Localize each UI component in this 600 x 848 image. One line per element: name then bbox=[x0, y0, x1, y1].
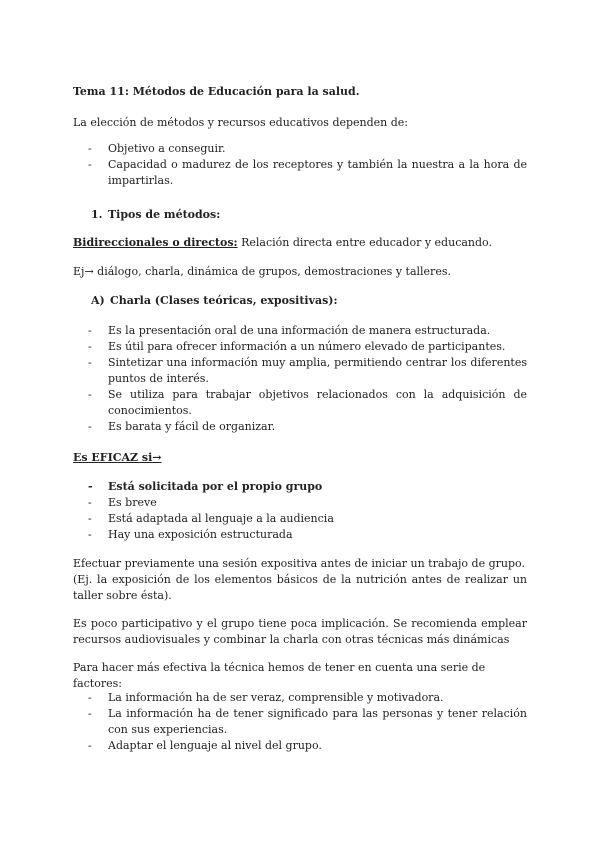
bidireccionales-text: Relación directa entre educador y educando. bbox=[237, 236, 492, 249]
subsection-title: Charla (Clases teóricas, expositivas): bbox=[110, 294, 338, 307]
paragraph-line: (Ej. la exposición de los elementos básicos de la nutrición antes de realizar un taller sobre ésta). bbox=[73, 573, 527, 602]
list-item: - Es breve bbox=[88, 495, 527, 511]
bidireccionales-label: Bidireccionales o directos: bbox=[73, 236, 238, 249]
subsection-letter: A) bbox=[91, 294, 105, 307]
participation-paragraph: Es poco participativo y el grupo tiene poca implicación. Se recomienda emplear recursos audiovisuales y combinar la charla con otras técnicas más dinámicas bbox=[73, 617, 527, 646]
list-item: - La información ha de ser veraz, comprensible y motivadora. bbox=[88, 690, 527, 706]
list-item: - Es barata y fácil de organizar. bbox=[88, 419, 527, 435]
section-heading bbox=[91, 207, 511, 223]
list-item: - Está solicitada por el propio grupo bbox=[88, 479, 527, 495]
page-title: Tema 11: Métodos de Educación para la salud. bbox=[73, 85, 360, 98]
subsection-heading bbox=[91, 293, 511, 309]
preparation-paragraph bbox=[73, 556, 527, 604]
eficaz-list bbox=[88, 479, 527, 543]
intro-paragraph: La elección de métodos y recursos educativos dependen de: bbox=[73, 116, 409, 129]
list-item: - Adaptar el lenguaje al nivel del grupo. bbox=[88, 738, 527, 754]
paragraph-line: Efectuar previamente una sesión expositiva antes de iniciar un trabajo de grupo. bbox=[73, 557, 525, 570]
eficaz-heading: Es EFICAZ si→ bbox=[73, 451, 162, 464]
list-item: - Se utiliza para trabajar objetivos relacionados con la adquisición de conocimientos. bbox=[88, 387, 527, 419]
list-item: - La información ha de tener significado para las personas y tener relación con sus experiencias. bbox=[88, 706, 527, 738]
list-item: - Sintetizar una información muy amplia, permitiendo centrar los diferentes puntos de interés. bbox=[88, 355, 527, 387]
factors-intro: Para hacer más efectiva la técnica hemos de tener en cuenta una serie de factores: bbox=[73, 661, 486, 690]
charla-list bbox=[88, 323, 527, 435]
intro-list bbox=[88, 141, 527, 189]
list-item: - Objetivo a conseguir. bbox=[88, 141, 527, 157]
factors-list bbox=[88, 690, 527, 754]
example-paragraph: Ej→ diálogo, charla, dinámica de grupos, demostraciones y talleres. bbox=[73, 265, 451, 278]
list-item: - Hay una exposición estructurada bbox=[88, 527, 527, 543]
section-number: 1. bbox=[91, 208, 103, 221]
list-item: - Está adaptada al lenguaje a la audiencia bbox=[88, 511, 527, 527]
section-title: Tipos de métodos: bbox=[108, 208, 221, 221]
list-item: - Es útil para ofrecer información a un número elevado de participantes. bbox=[88, 339, 527, 355]
list-item: - Es la presentación oral de una información de manera estructurada. bbox=[88, 323, 527, 339]
list-item: - Capacidad o madurez de los receptores y también la nuestra a la hora de impartirlas. bbox=[88, 157, 527, 189]
bidireccionales-paragraph bbox=[73, 235, 527, 251]
